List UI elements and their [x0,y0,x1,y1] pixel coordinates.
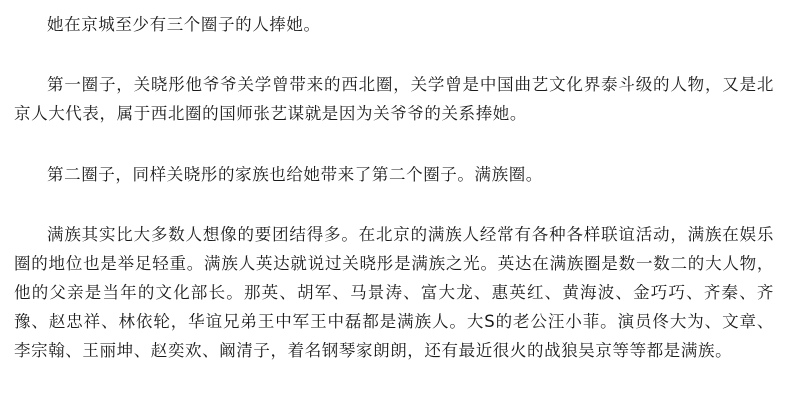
paragraph-first-circle: 第一圈子，关晓彤他爷爷关学曾带来的西北圈，关学曾是中国曲艺文化界泰斗级的人物，又是北京人大代表，属于西北圈的国师张艺谋就是因为关爷爷的关系捧她。 [14,75,774,123]
paragraph-second-circle: 第二圈子，同样关晓彤的家族也给她带来了第二个圈子。满族圈。 [47,165,543,184]
paragraph-intro: 她在京城至少有三个圈子的人捧她。 [47,15,321,34]
paragraph-manchu-details: 满族其实比大多数人想像的要团结得多。在北京的满族人经常有各种各样联谊活动，满族在娱乐圈的地位也是举足轻重。满族人英达就说过关晓彤是满族之光。英达在满族圈是数一数二的大人物，他的父亲是当年的文化部长。那英、胡军、马景涛、富大龙、惠英红、黄海波、金巧巧、齐秦、齐豫、赵忠祥、林依轮，华谊兄弟王中军王中磊都是满族人。大S的老公汪小菲。演员佟大为、文章、李宗翰、王丽坤、赵奕欢、阚清子，着名钢琴家朗朗，还有最近很火的战狼吴京等等都是满族。 [14,225,774,360]
